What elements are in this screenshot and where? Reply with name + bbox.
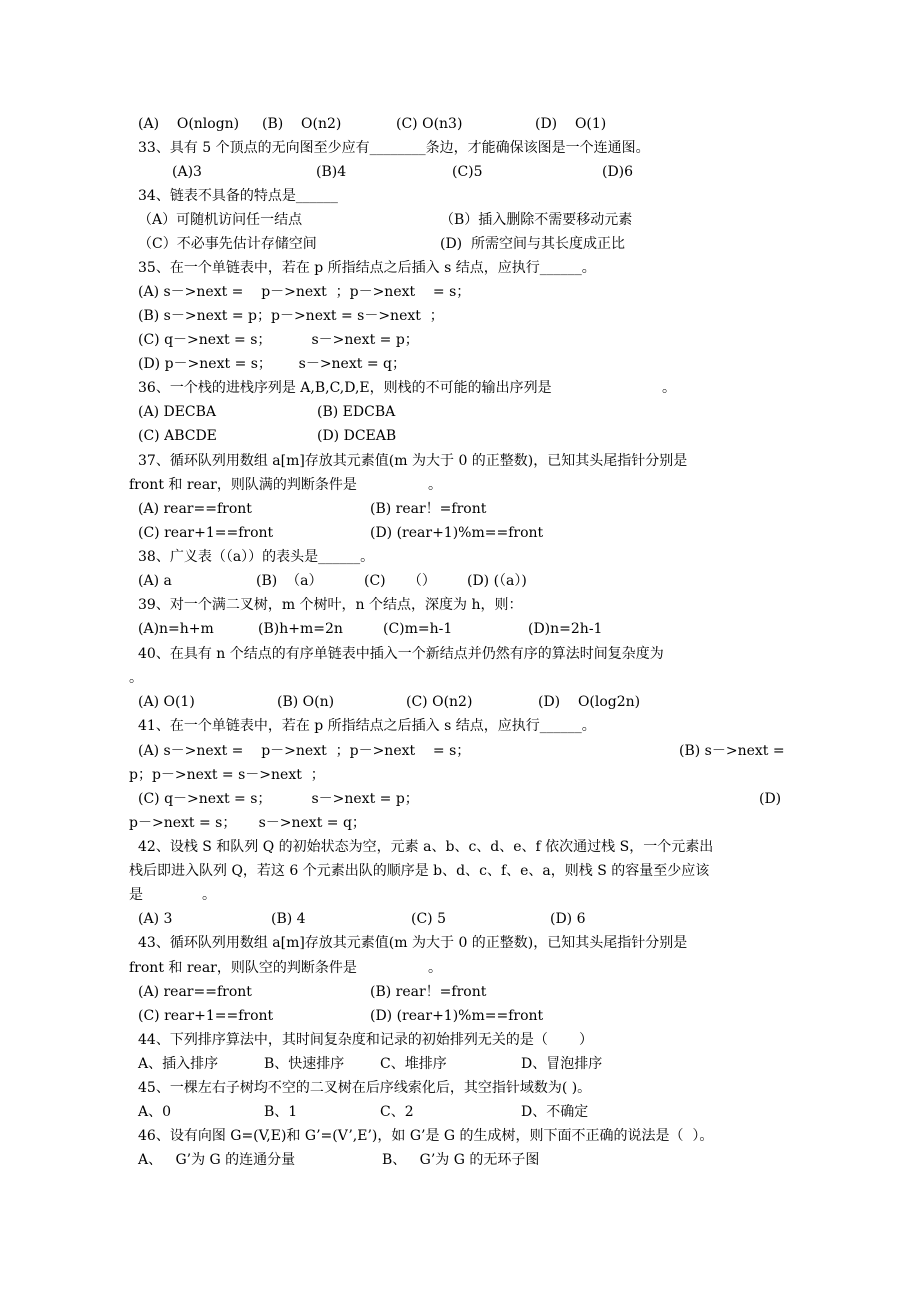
q34-options-row2 xyxy=(0,234,626,254)
q40-option-a: (A) O(1) xyxy=(138,694,195,710)
q42-option-d: (D) 6 xyxy=(550,911,586,927)
q45-option-a: A、0 xyxy=(138,1104,172,1120)
q33-options xyxy=(0,162,634,182)
q45-stem: 45、一棵左右子树均不空的二叉树在后序线索化后，其空指针域数为( )。 xyxy=(138,1080,592,1096)
q40-option-d: (D) O(log2n) xyxy=(538,694,641,710)
q45-option-b: B、1 xyxy=(264,1104,298,1120)
q33-option-c: (C)5 xyxy=(452,164,483,180)
q35-option-b: (B) s－>next = p；p－>next = s－>next ； xyxy=(138,308,444,324)
q38-option-c: (C) （） xyxy=(364,573,436,589)
q35-option-c: (C) q－>next = s； s－>next = p； xyxy=(138,332,419,348)
q36-stem-end: 。 xyxy=(662,380,676,396)
q44-stem: 44、下列排序算法中，其时间复杂度和记录的初始排列无关的是（ ） xyxy=(138,1032,593,1048)
q32-option-c: (C) O(n3) xyxy=(396,116,463,132)
q36-options-row2 xyxy=(0,426,397,446)
q45-options xyxy=(0,1102,589,1122)
q42-stem-line1: 42、设栈 S 和队列 Q 的初始状态为空，元素 a、b、c、d、e、f 依次通过栈 S，一个元素出 xyxy=(138,839,714,855)
q37-stem-line2: front 和 rear，则队满的判断条件是 。 xyxy=(129,477,442,493)
q36-stem: 36、一个栈的进栈序列是 A,B,C,D,E，则栈的不可能的输出序列是 。 xyxy=(138,380,676,396)
q34-stem: 34、链表不具备的特点是______ xyxy=(138,188,338,204)
q34-option-c: （C）不必事先估计存储空间 xyxy=(138,236,317,252)
q35-option-d: (D) p－>next = s； s－>next = q； xyxy=(138,356,406,372)
q41-stem: 41、在一个单链表中，若在 p 所指结点之后插入 s 结点，应执行______。 xyxy=(138,718,596,734)
q36-option-d: (D) DCEAB xyxy=(317,428,397,444)
q41-option-d-start: (D) xyxy=(759,791,782,807)
q43-option-d: (D) (rear+1)%m==front xyxy=(370,1008,544,1024)
q34-option-d: (D) 所需空间与其长度成正比 xyxy=(440,236,626,252)
q32-option-a: (A) O(nlogn) xyxy=(138,116,240,132)
q34-option-b: （B）插入删除不需要移动元素 xyxy=(440,212,633,228)
q44-options xyxy=(0,1054,603,1074)
q43-stem-line1: 43、循环队列用数组 a[m]存放其元素值(m 为大于 0 的正整数)，已知其头尾指针分别是 xyxy=(138,935,688,951)
q37-stem-line1: 37、循环队列用数组 a[m]存放其元素值(m 为大于 0 的正整数)，已知其头尾指针分别是 xyxy=(138,453,688,469)
q35-option-a: (A) s－>next = p－>next ；p－>next = s； xyxy=(138,284,471,300)
q40-option-b: (B) O(n) xyxy=(277,694,335,710)
q44-option-a: A、插入排序 xyxy=(138,1056,219,1072)
q45-option-d: D、不确定 xyxy=(521,1104,589,1120)
q41-options-row1 xyxy=(0,741,785,761)
q35-stem: 35、在一个单链表中，若在 p 所指结点之后插入 s 结点，应执行______。 xyxy=(138,260,596,276)
q41-options-row3 xyxy=(0,789,782,809)
q42-stem-line2: 栈后即进入队列 Q，若这 6 个元素出队的顺序是 b、d、c、f、e、a，则栈 S 的容量至少应该 xyxy=(129,863,710,879)
q32-option-d: (D) O(1) xyxy=(535,116,607,132)
q41-option-c: (C) q－>next = s； s－>next = p； xyxy=(138,791,419,807)
q32-option-b: (B) O(n2) xyxy=(262,116,342,132)
q36-option-a: (A) DECBA xyxy=(138,404,217,420)
q37-stem-end: 。 xyxy=(428,477,442,493)
q41-options-row4 xyxy=(0,813,366,833)
q40-option-c: (C) O(n2) xyxy=(406,694,473,710)
q37-option-c: (C) rear+1==front xyxy=(138,525,274,541)
q46-option-b: B、 G’为 G 的无环子图 xyxy=(382,1152,540,1168)
q33-option-d: (D)6 xyxy=(602,164,634,180)
q37-option-b: (B) rear！=front xyxy=(370,501,487,517)
q36-options-row1 xyxy=(0,402,396,422)
q40-stem-end-line xyxy=(0,668,143,688)
q44-option-d: D、冒泡排序 xyxy=(521,1056,603,1072)
q41-option-d-end: p－>next = s； s－>next = q； xyxy=(129,815,366,831)
q32-options xyxy=(0,114,607,134)
q39-stem: 39、对一个满二叉树，m 个树叶，n 个结点，深度为 h，则： xyxy=(138,597,523,613)
q38-stem: 38、广义表（（a））的表头是______。 xyxy=(138,549,375,565)
q40-options xyxy=(0,692,641,712)
q37-options-row1 xyxy=(0,499,487,519)
q41-option-b-end: p；p－>next = s－>next ； xyxy=(129,767,325,783)
q40-stem: 40、在具有 n 个结点的有序单链表中插入一个新结点并仍然有序的算法时间复杂度为 xyxy=(138,646,664,662)
q33-option-a: (A)3 xyxy=(172,164,202,180)
q41-option-b-start: (B) s－>next = xyxy=(679,743,785,759)
q42-options xyxy=(0,909,586,929)
q46-option-a: A、 G’为 G 的连通分量 xyxy=(138,1152,296,1168)
q38-option-b: (B) （a） xyxy=(256,573,323,589)
q38-options xyxy=(0,571,527,591)
q37-option-d: (D) (rear+1)%m==front xyxy=(370,525,544,541)
q42-stem-end: 。 xyxy=(202,887,216,903)
q34-option-a: （A）可随机访问任一结点 xyxy=(138,212,303,228)
q43-option-a: (A) rear==front xyxy=(138,984,252,1000)
q43-options-row1 xyxy=(0,982,487,1002)
q43-stem-end: 。 xyxy=(428,960,442,976)
q38-option-d: (D) (（a）) xyxy=(467,573,527,589)
q41-option-a: (A) s－>next = p－>next ；p－>next = s； xyxy=(138,743,471,759)
q43-options-row2 xyxy=(0,1006,544,1026)
q42-option-a: (A) 3 xyxy=(138,911,173,927)
q42-option-c: (C) 5 xyxy=(411,911,446,927)
q38-option-a: (A) a xyxy=(138,573,172,589)
q44-option-b: B、快速排序 xyxy=(264,1056,345,1072)
q39-option-d: (D)n=2h-1 xyxy=(528,621,603,637)
q33-stem: 33、具有 5 个顶点的无向图至少应有________条边，才能确保该图是一个连通图。 xyxy=(138,140,650,156)
q36-option-b: (B) EDCBA xyxy=(317,404,396,420)
q43-option-b: (B) rear！=front xyxy=(370,984,487,1000)
q39-option-a: (A)n=h+m xyxy=(138,621,214,637)
q37-option-a: (A) rear==front xyxy=(138,501,252,517)
q39-options xyxy=(0,619,603,639)
q36-option-c: (C) ABCDE xyxy=(138,428,217,444)
q46-options xyxy=(0,1150,540,1170)
q43-stem-line2: front 和 rear，则队空的判断条件是 。 xyxy=(129,960,442,976)
q44-option-c: C、堆排序 xyxy=(380,1056,447,1072)
q42-stem-line3: 是 。 xyxy=(129,887,216,903)
q39-option-c: (C)m=h-1 xyxy=(383,621,453,637)
q46-stem: 46、设有向图 G=(V,E)和 G’=(V’,E’)，如 G’是 G 的生成树，则下面不正确的说法是（ ）。 xyxy=(138,1128,714,1144)
q34-options-row1 xyxy=(0,210,633,230)
q43-option-c: (C) rear+1==front xyxy=(138,1008,274,1024)
q39-option-b: (B)h+m=2n xyxy=(258,621,343,637)
q40-stem-end: 。 xyxy=(129,670,143,686)
q45-option-c: C、2 xyxy=(380,1104,414,1120)
q41-options-row2 xyxy=(0,765,325,785)
q42-option-b: (B) 4 xyxy=(271,911,306,927)
q37-options-row2 xyxy=(0,523,544,543)
q33-option-b: (B)4 xyxy=(316,164,347,180)
